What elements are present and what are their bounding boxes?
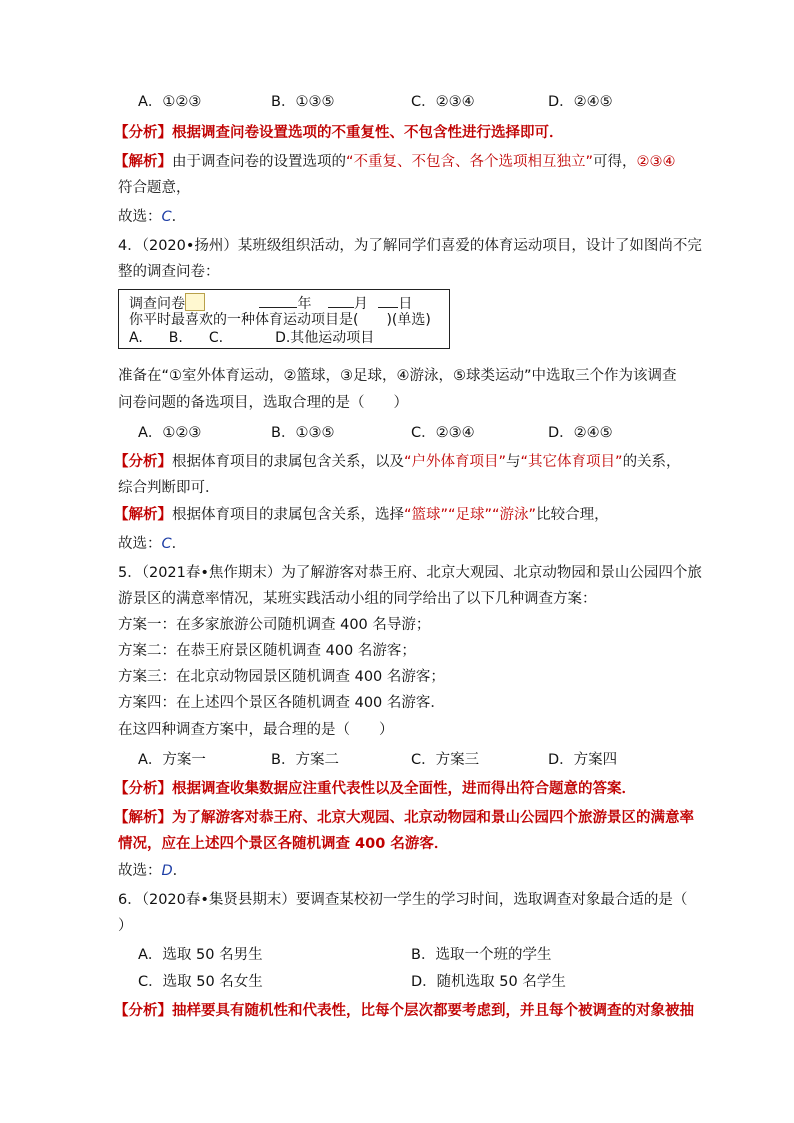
q4-analysis-line2: 综合判断即可． bbox=[118, 480, 220, 496]
q5-solution: 【解析】为了解游客对恭王府、北京大观园、北京动物园和景山公园四个旅游景区的满意率 bbox=[114, 810, 694, 826]
q4-analysis: 【分析】根据体育项目的隶属包含关系，以及“户外体育项目”与“其它体育项目”的关系， bbox=[114, 454, 681, 470]
q4-stem-line1: 4．（2020•扬州）某班级组织活动，为了解同学们喜爱的体育运动项目，设计了如图尚不完 bbox=[118, 238, 702, 254]
q3-answer: 故选：C． bbox=[118, 209, 187, 225]
q3-solution-line2: 符合题意， bbox=[118, 180, 191, 196]
q4-solution: 【解析】根据体育项目的隶属包含关系，选择“篮球”“足球”“游泳”比较合理， bbox=[114, 507, 609, 523]
q6-option-b: B．选取一个班的学生 bbox=[411, 947, 552, 963]
q5-plan2: 方案二：在恭王府景区随机调查 400 名游客； bbox=[118, 643, 416, 659]
q4-option-a: A．①②③ bbox=[138, 425, 202, 441]
survey-form-header: 调查问卷 年 月 日 bbox=[129, 293, 412, 313]
q4-answer: 故选：C． bbox=[118, 536, 187, 552]
q6-option-c: C．选取 50 名女生 bbox=[138, 974, 263, 990]
q5-answer: 故选：D． bbox=[118, 863, 188, 879]
q4-option-d: D．②④⑤ bbox=[548, 425, 613, 441]
year-blank bbox=[259, 295, 297, 308]
q6-stem-line2: ） bbox=[118, 918, 133, 934]
day-blank bbox=[378, 295, 398, 308]
q5-plan1: 方案一：在多家旅游公司随机调查 400 名导游； bbox=[118, 617, 431, 633]
q5-stem-line1: 5．（2021春•焦作期末）为了解游客对恭王府、北京大观园、北京动物园和景山公园四个旅 bbox=[118, 565, 702, 581]
q5-option-b: B．方案二 bbox=[271, 752, 339, 768]
q5-solution-line2: 情况，应在上述四个景区各随机调查 400 名游客． bbox=[118, 836, 449, 852]
q5-stem-line3: 在这四种调查方案中，最合理的是（ ） bbox=[118, 722, 394, 738]
q6-option-d: D．随机选取 50 名学生 bbox=[411, 974, 566, 990]
q3-solution: 【解析】由于调查问卷的设置选项的“不重复、不包含、各个选项相互独立”可得，②③④ bbox=[114, 154, 676, 170]
q3-option-c: C．②③④ bbox=[411, 94, 475, 110]
q6-stem-line1: 6．（2020春•集贤县期末）要调查某校初一学生的学习时间，选取调查对象最合适的是（ bbox=[118, 892, 688, 908]
month-blank bbox=[328, 295, 354, 308]
q5-plan3: 方案三：在北京动物园景区随机调查 400 名游客； bbox=[118, 669, 445, 685]
q5-option-c: C．方案三 bbox=[411, 752, 480, 768]
survey-form-options: A. B. C. D.其他运动项目 bbox=[129, 330, 375, 346]
q4-stem-line3: 准备在“①室外体育运动，②篮球，③足球，④游泳，⑤球类运动”中选取三个作为该调查 bbox=[118, 368, 677, 384]
q4-option-b: B．①③⑤ bbox=[271, 425, 335, 441]
q3-option-d: D．②④⑤ bbox=[548, 94, 613, 110]
survey-form-question: 你平时最喜欢的一种体育运动项目是( )(单选) bbox=[129, 312, 431, 328]
q5-analysis: 【分析】根据调查收集数据应注重代表性以及全面性，进而得出符合题意的答案． bbox=[114, 781, 636, 797]
q3-option-b: B．①③⑤ bbox=[271, 94, 335, 110]
q5-option-a: A．方案一 bbox=[138, 752, 206, 768]
q3-option-a: A．①②③ bbox=[138, 94, 202, 110]
q5-option-d: D．方案四 bbox=[548, 752, 618, 768]
checkbox-icon bbox=[185, 293, 205, 311]
q4-option-c: C．②③④ bbox=[411, 425, 475, 441]
survey-form-box bbox=[118, 289, 450, 349]
q4-stem-line4: 问卷问题的备选项目，选取合理的是（ ） bbox=[118, 395, 408, 411]
q5-plan4: 方案四：在上述四个景区各随机调查 400 名游客． bbox=[118, 695, 445, 711]
q6-option-a: A．选取 50 名男生 bbox=[138, 947, 263, 963]
q6-analysis: 【分析】抽样要具有随机性和代表性，比每个层次都要考虑到，并且每个被调查的对象被抽 bbox=[114, 1003, 694, 1019]
q3-analysis: 【分析】根据调查问卷设置选项的不重复性、不包含性进行选择即可． bbox=[114, 125, 564, 141]
q4-stem-line2: 整的调查问卷： bbox=[118, 264, 220, 280]
q5-stem-line2: 游景区的满意率情况，某班实践活动小组的同学给出了以下几种调查方案： bbox=[118, 591, 597, 607]
